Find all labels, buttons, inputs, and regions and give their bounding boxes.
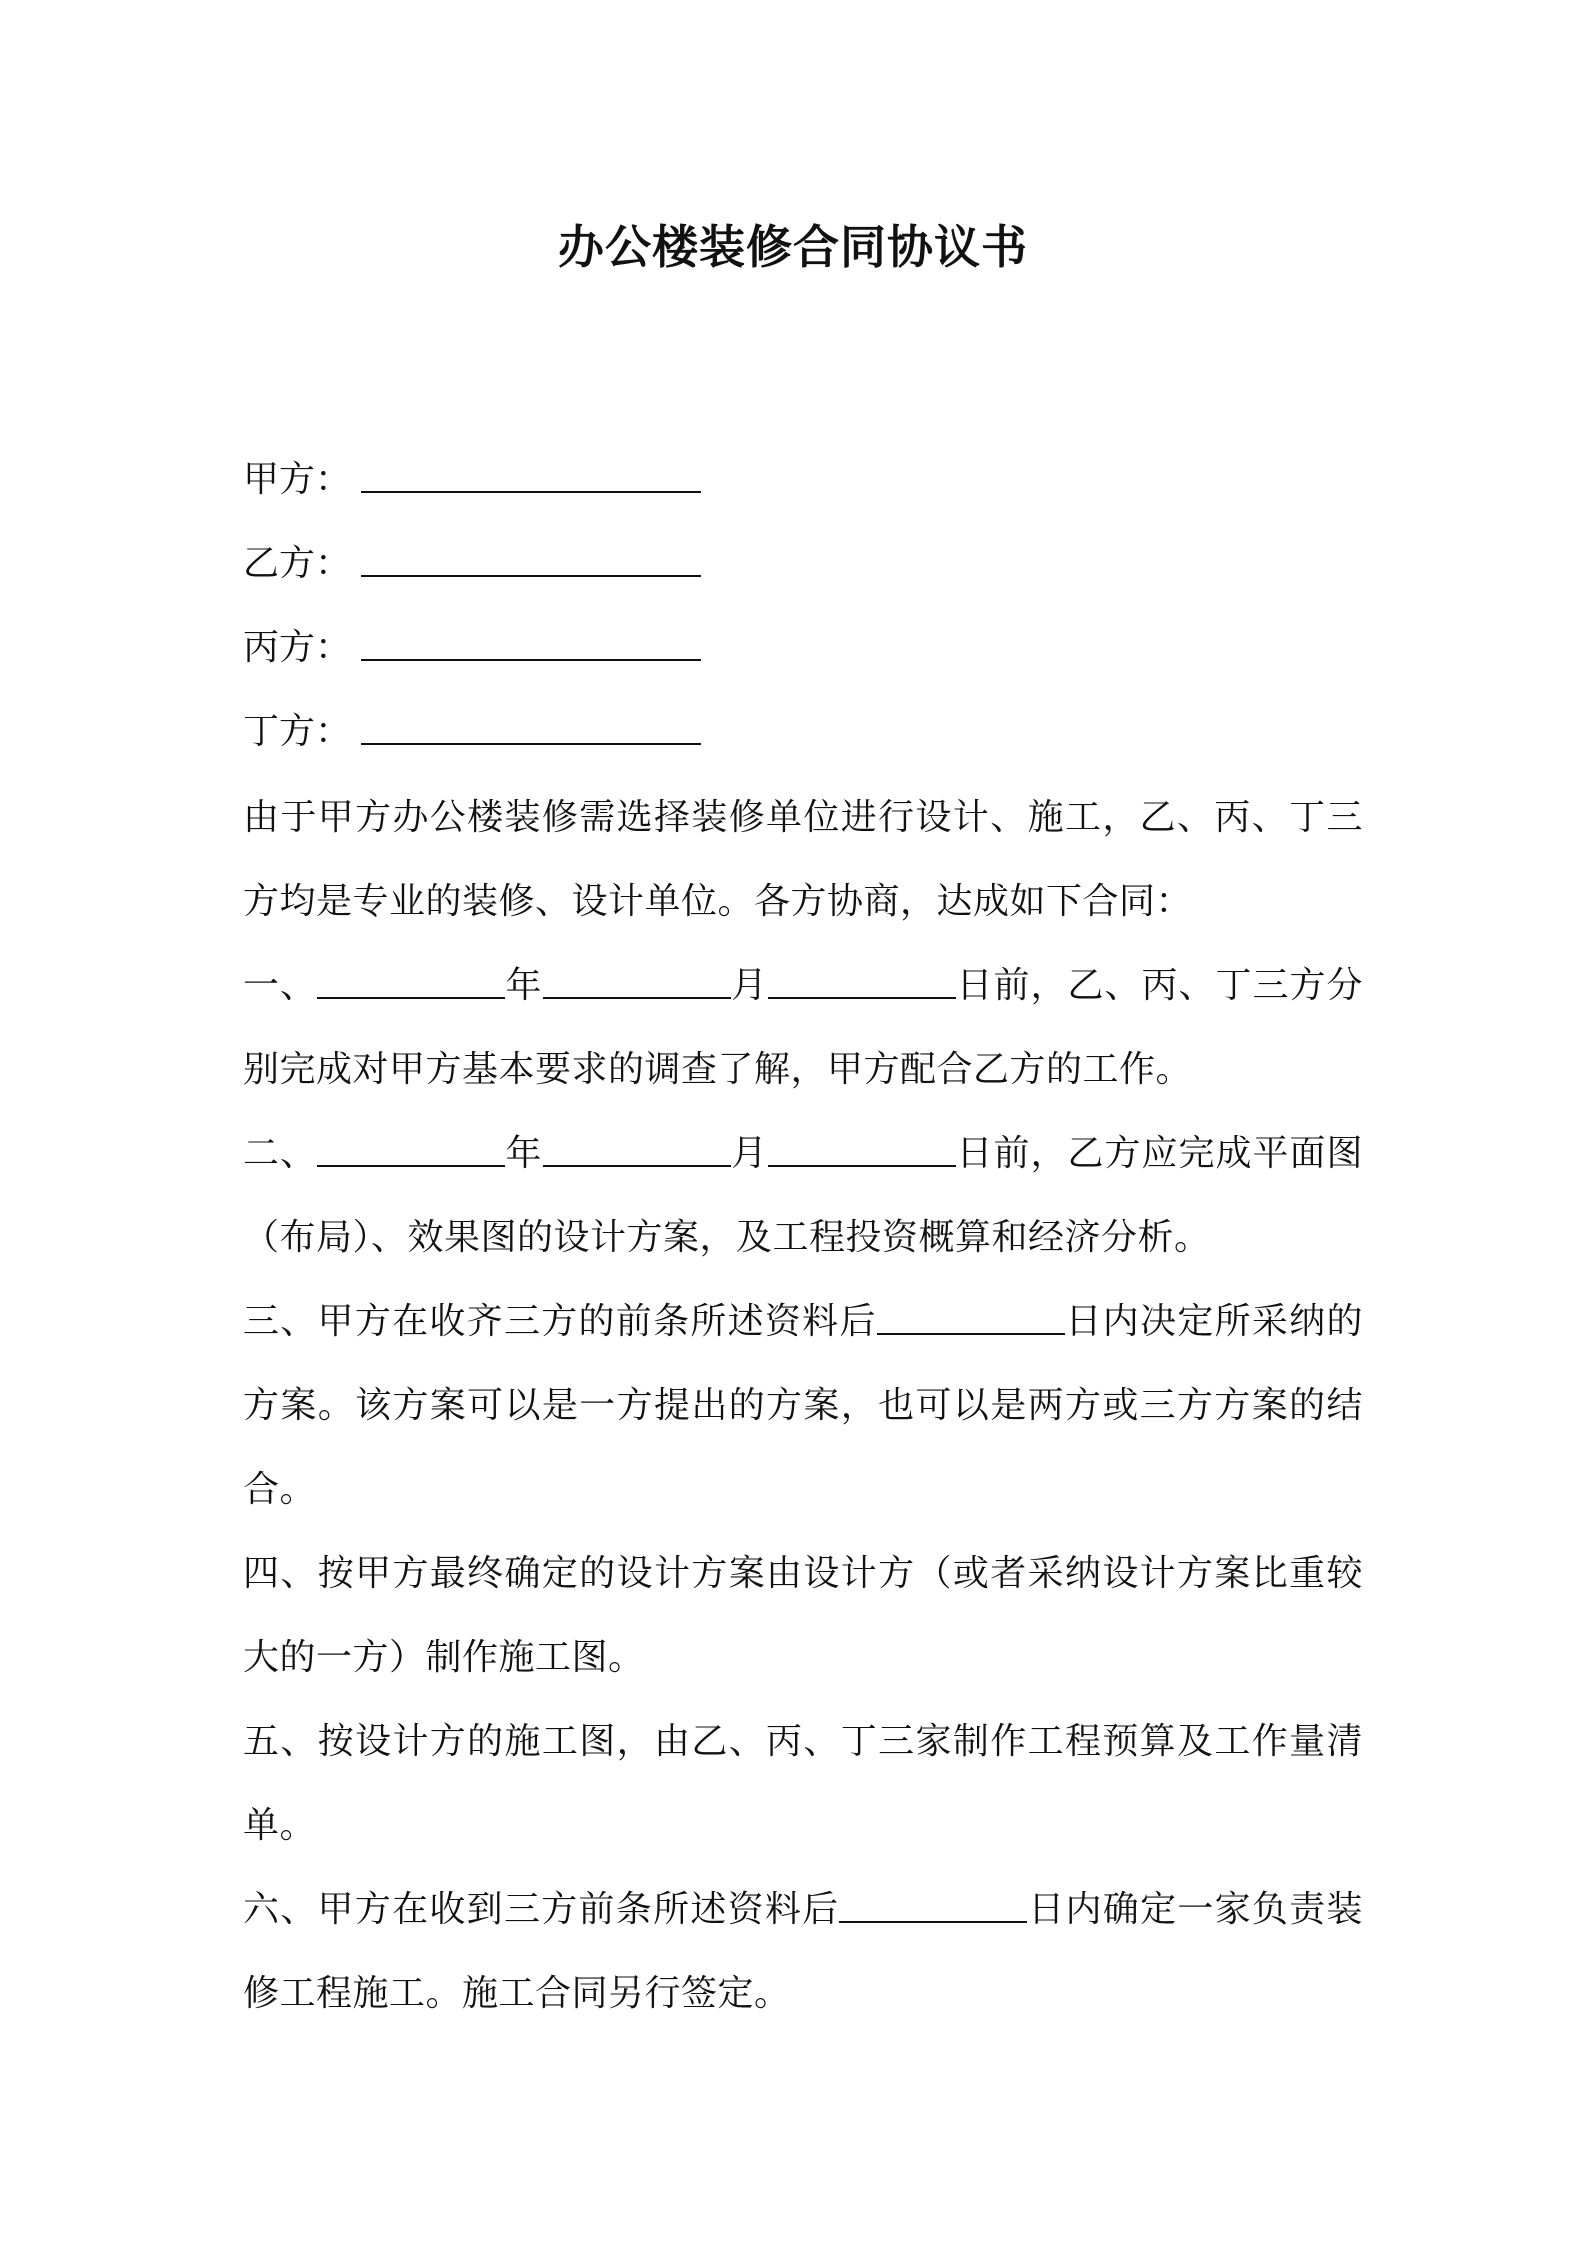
clause-1 [243, 944, 1363, 1112]
party-label: 甲方： [243, 459, 352, 500]
party-line-bing [243, 616, 1363, 700]
month-label: 月 [730, 1133, 768, 1174]
days-blank-field [877, 1299, 1065, 1335]
party-list [243, 448, 1363, 784]
year-blank-field [317, 963, 505, 999]
clause-prefix: 一、 [243, 965, 317, 1006]
clause-3 [243, 1280, 1363, 1532]
month-blank-field [543, 1131, 731, 1167]
clause-6 [243, 1868, 1363, 2036]
month-blank-field [543, 963, 731, 999]
clause-text: 日前，乙、丙、丁三方分别完成对甲方基本要求的调查了解，甲方配合乙方的工作。 [243, 965, 1363, 1090]
clause-text: 日前，乙方应完成平面图（布局）、效果图的设计方案，及工程投资概算和经济分析。 [243, 1133, 1363, 1258]
party-label: 丁方： [243, 711, 352, 752]
clause-text: 三、甲方在收齐三方的前条所述资料后 [243, 1301, 877, 1342]
clause-5: 五、按设计方的施工图，由乙、丙、丁三家制作工程预算及工作量清单。 [243, 1721, 1363, 1846]
clause-4: 四、按甲方最终确定的设计方案由设计方（或者采纳设计方案比重较大的一方）制作施工图。 [243, 1553, 1363, 1678]
party-line-yi [243, 532, 1363, 616]
contract-body [243, 776, 1363, 2036]
party-blank-field [361, 709, 701, 745]
clause-prefix: 二、 [243, 1133, 317, 1174]
day-blank-field [768, 963, 956, 999]
year-label: 年 [505, 965, 543, 1006]
intro-paragraph: 由于甲方办公楼装修需选择装修单位进行设计、施工，乙、丙、丁三方均是专业的装修、设计单位。各方协商，达成如下合同： [243, 797, 1363, 922]
party-label: 乙方： [243, 543, 352, 584]
party-blank-field [361, 541, 701, 577]
document-title: 办公楼装修合同协议书 [558, 220, 1028, 274]
clause-text: 日内决定所采纳的方案。该方案可以是一方提出的方案，也可以是两方或三方方案的结合。 [243, 1301, 1363, 1510]
clause-text: 日内确定一家负责装修工程施工。施工合同另行签定。 [243, 1889, 1363, 2014]
month-label: 月 [730, 965, 768, 1006]
day-blank-field [768, 1131, 956, 1167]
party-blank-field [361, 625, 701, 661]
year-blank-field [317, 1131, 505, 1167]
clause-text: 六、甲方在收到三方前条所述资料后 [243, 1889, 840, 1930]
days-blank-field [839, 1887, 1027, 1923]
clause-2 [243, 1112, 1363, 1280]
party-line-jia [243, 448, 1363, 532]
party-line-ding [243, 700, 1363, 784]
party-label: 丙方： [243, 627, 352, 668]
party-blank-field [361, 457, 701, 493]
year-label: 年 [505, 1133, 543, 1174]
